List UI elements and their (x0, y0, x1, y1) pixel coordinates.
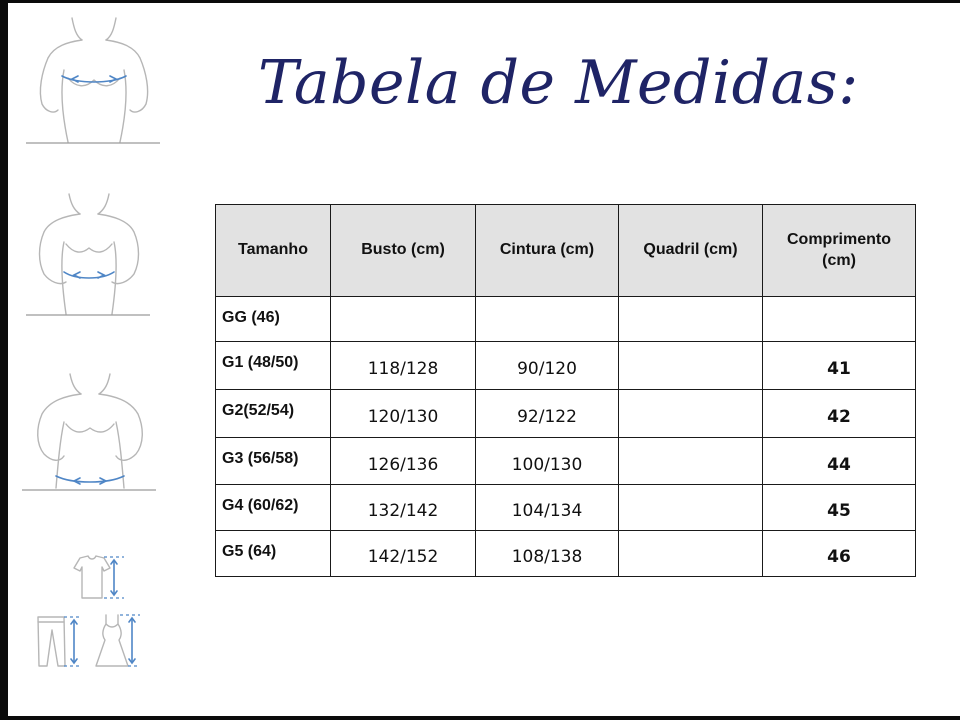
pants-length-icon (34, 614, 86, 670)
busto-cell: 126/136 (331, 438, 476, 485)
size-cell: G4 (60/62) (216, 485, 331, 531)
quadril-cell (619, 485, 763, 531)
header-tamanho: Tamanho (216, 205, 331, 297)
quadril-cell (619, 438, 763, 485)
cintura-cell: 108/138 (476, 531, 619, 577)
top-frame-border (0, 0, 960, 3)
waist-measure-icon (24, 190, 154, 320)
size-chart-table (215, 204, 916, 577)
comprimento-cell: 44 (763, 438, 916, 485)
table-row (216, 390, 916, 438)
table-row (216, 531, 916, 577)
table-header-row (216, 205, 916, 297)
header-comprimento: Comprimento (cm) (763, 205, 916, 297)
busto-cell: 142/152 (331, 531, 476, 577)
size-cell: GG (46) (216, 297, 331, 342)
cintura-cell: 92/122 (476, 390, 619, 438)
size-cell: G1 (48/50) (216, 342, 331, 390)
size-cell: G3 (56/58) (216, 438, 331, 485)
busto-cell (331, 297, 476, 342)
hip-measure-icon (20, 370, 160, 495)
comprimento-cell: 45 (763, 485, 916, 531)
dress-length-icon (92, 612, 144, 670)
tshirt-length-icon (64, 554, 130, 602)
busto-cell: 120/130 (331, 390, 476, 438)
bust-measure-icon (24, 14, 164, 149)
size-cell: G2(52/54) (216, 390, 331, 438)
busto-cell: 118/128 (331, 342, 476, 390)
header-busto: Busto (cm) (331, 205, 476, 297)
cintura-cell: 90/120 (476, 342, 619, 390)
quadril-cell (619, 342, 763, 390)
bottom-frame-border (0, 716, 960, 720)
page-title: Tabela de Medidas: (258, 48, 859, 118)
size-cell: G5 (64) (216, 531, 331, 577)
header-cintura: Cintura (cm) (476, 205, 619, 297)
busto-cell: 132/142 (331, 485, 476, 531)
comprimento-cell: 42 (763, 390, 916, 438)
quadril-cell (619, 297, 763, 342)
comprimento-cell: 46 (763, 531, 916, 577)
cintura-cell: 100/130 (476, 438, 619, 485)
cintura-cell (476, 297, 619, 342)
header-quadril: Quadril (cm) (619, 205, 763, 297)
quadril-cell (619, 531, 763, 577)
comprimento-cell (763, 297, 916, 342)
cintura-cell: 104/134 (476, 485, 619, 531)
comprimento-cell: 41 (763, 342, 916, 390)
table-row (216, 438, 916, 485)
quadril-cell (619, 390, 763, 438)
table-row (216, 297, 916, 342)
table-row (216, 342, 916, 390)
table-row (216, 485, 916, 531)
left-frame-border (0, 0, 8, 720)
